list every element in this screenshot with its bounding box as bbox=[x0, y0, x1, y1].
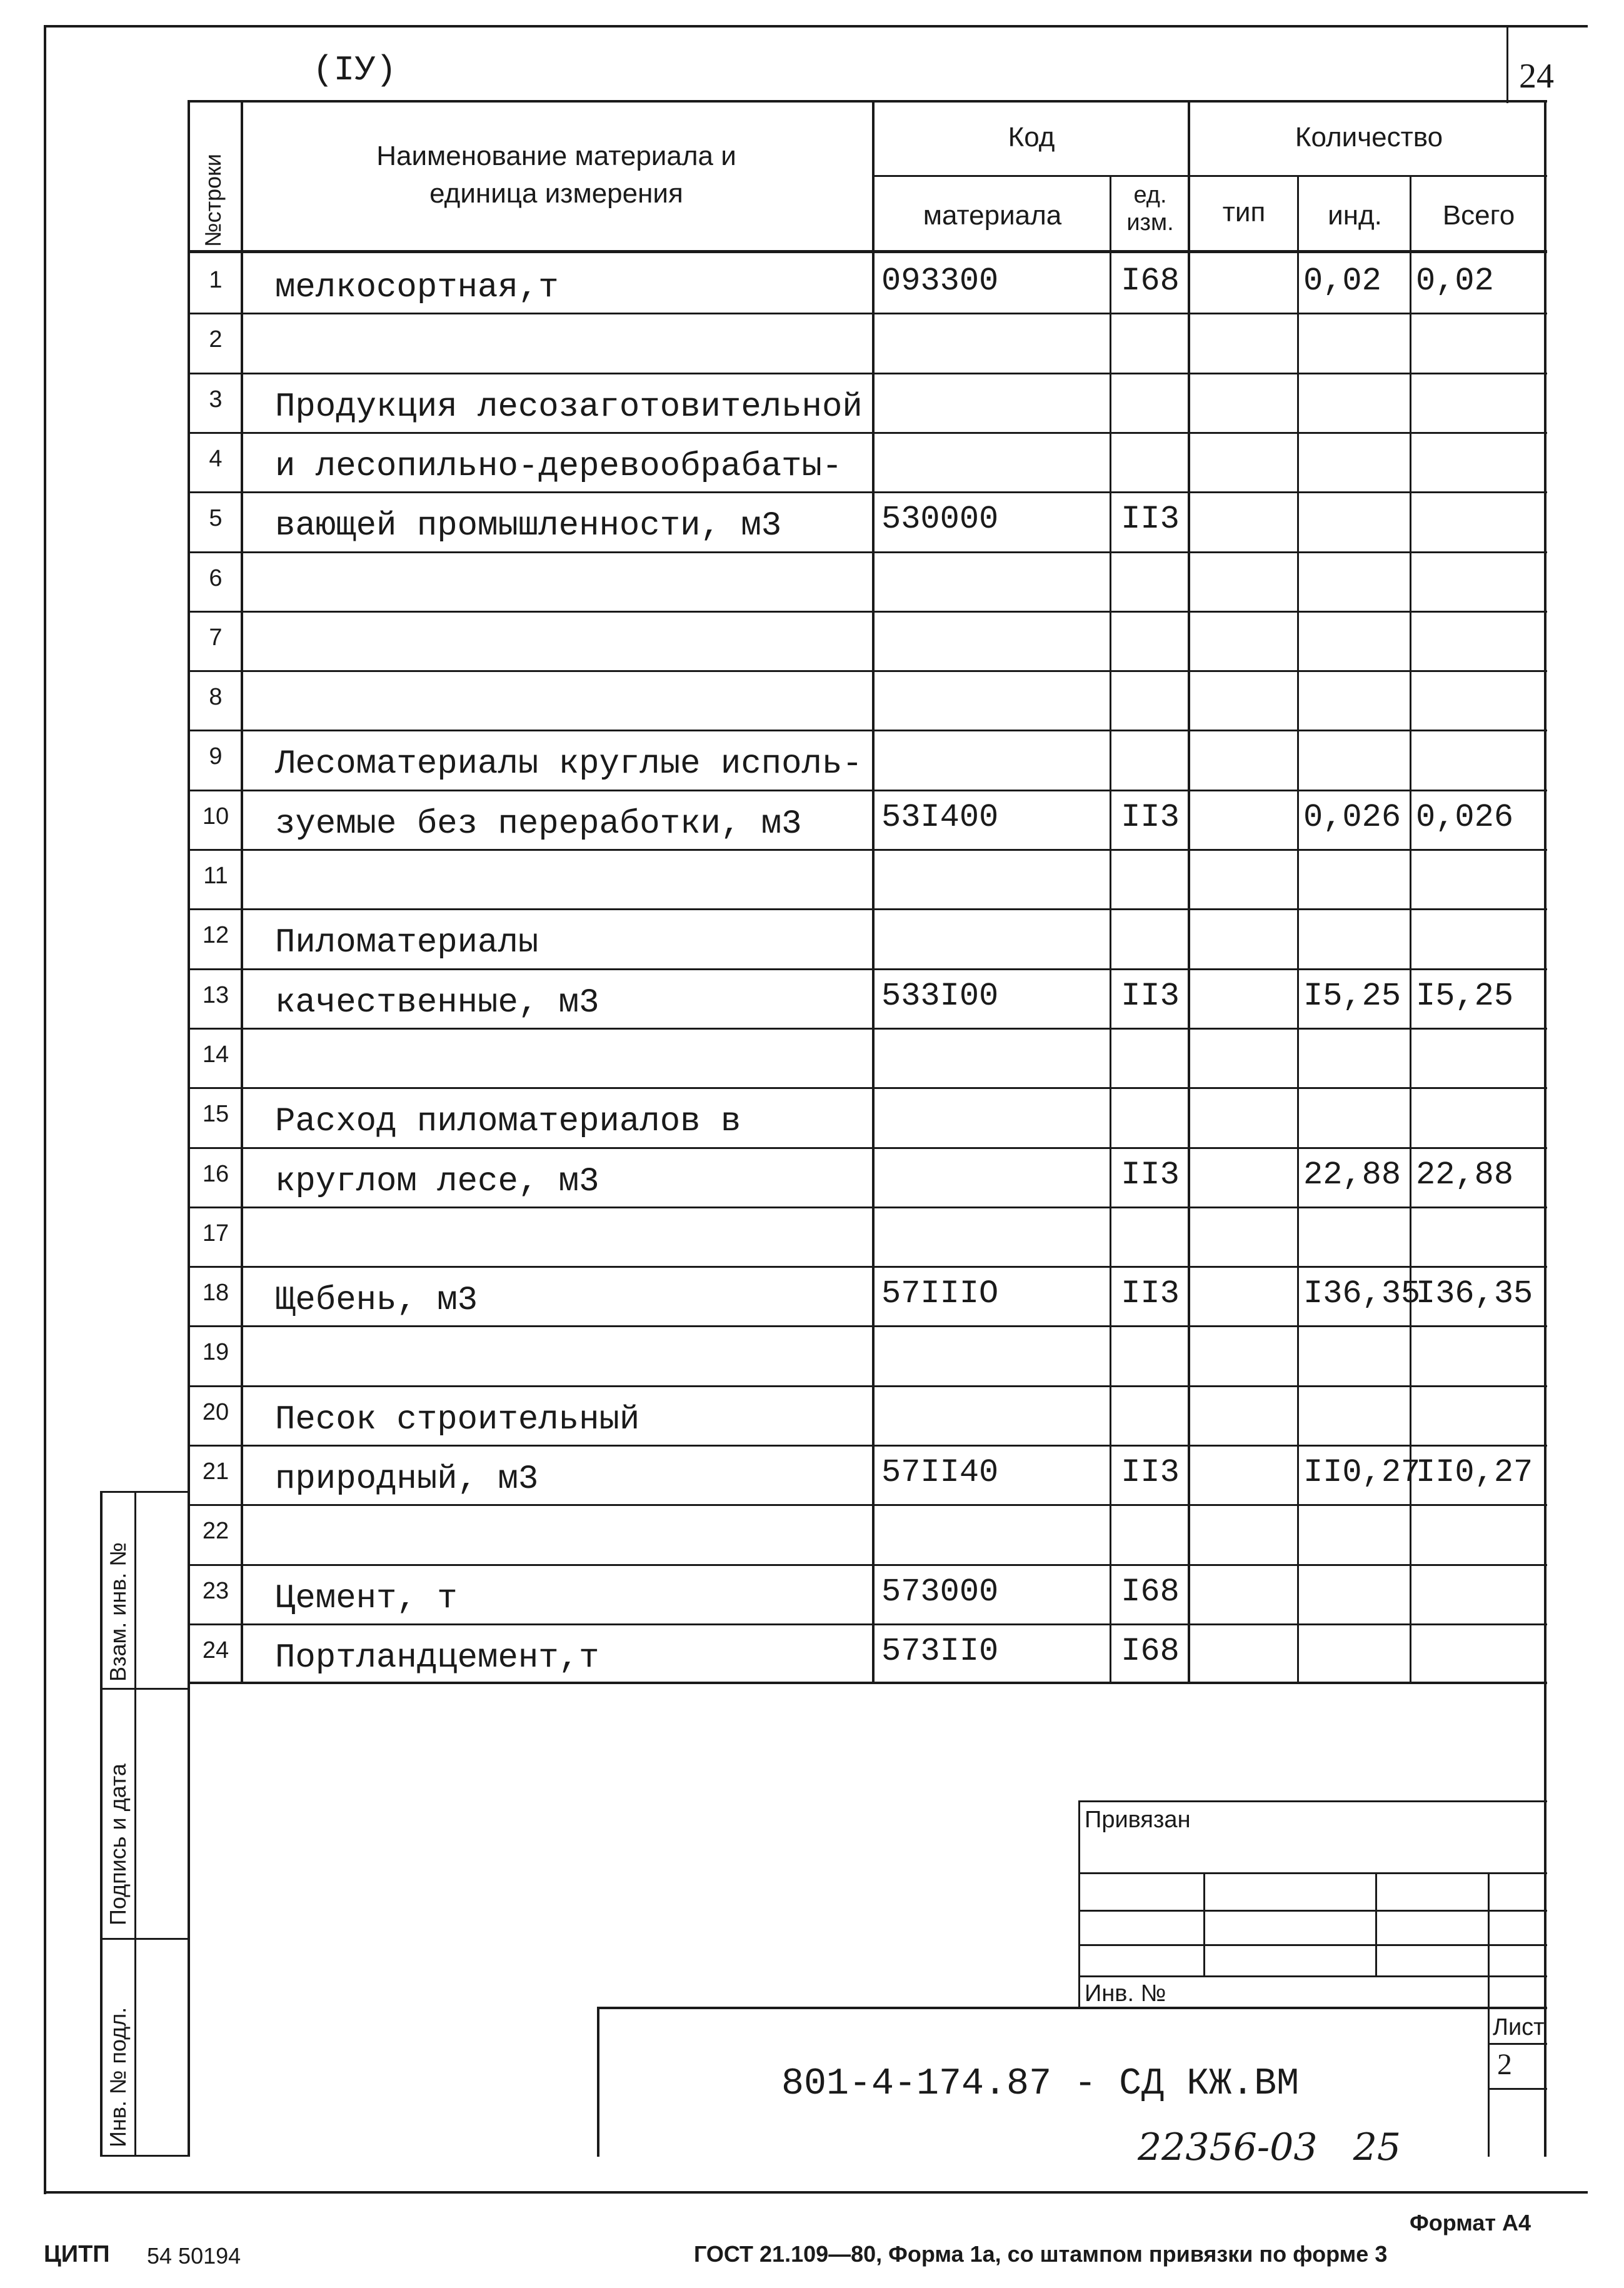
table-header-bottom bbox=[188, 250, 1547, 253]
header-code: Код bbox=[1008, 122, 1055, 153]
row-qty-ind: 0,026 bbox=[1303, 799, 1401, 836]
row-number: 3 bbox=[209, 386, 223, 413]
table-row-line bbox=[188, 1325, 1547, 1327]
side-zam-inv: Взам. инв. № bbox=[105, 1542, 131, 1682]
stamp-h3 bbox=[1078, 1944, 1547, 1946]
row-qty-total: 0,02 bbox=[1416, 263, 1494, 299]
row-name: Песок строительный bbox=[275, 1401, 640, 1439]
header-quantity: Количество bbox=[1295, 122, 1443, 153]
stamp-h4 bbox=[1078, 1975, 1547, 1977]
header-name bbox=[250, 138, 863, 213]
row-qty-total: 0,026 bbox=[1416, 799, 1514, 836]
footer-org-code: 54 50194 bbox=[147, 2243, 241, 2269]
table-row-line bbox=[188, 968, 1547, 970]
row-code: 57IIIO bbox=[881, 1275, 999, 1312]
table-row-line bbox=[188, 730, 1547, 731]
table-row-line bbox=[188, 1445, 1547, 1447]
stamp-v1 bbox=[1203, 1872, 1205, 1975]
row-name: Продукция лесозаготовительной bbox=[275, 388, 863, 426]
row-name: Портландцемент,т bbox=[275, 1639, 599, 1677]
row-code: 533I00 bbox=[881, 978, 999, 1015]
stamp-privyazan: Привязан bbox=[1085, 1807, 1191, 1833]
section-label: (IУ) bbox=[313, 50, 397, 90]
row-qty-ind: I5,25 bbox=[1303, 978, 1401, 1015]
table-row-line bbox=[188, 1504, 1547, 1506]
row-unit: II3 bbox=[1121, 501, 1180, 538]
table-row-line bbox=[188, 908, 1547, 910]
table-row-line bbox=[188, 1207, 1547, 1208]
header-code-material: материала bbox=[923, 200, 1062, 231]
row-name: и лесопильно-деревообрабаты- bbox=[275, 448, 843, 486]
row-number: 7 bbox=[209, 625, 223, 651]
stamp-v2 bbox=[1375, 1872, 1377, 1975]
side-stamp-bottom bbox=[100, 2155, 188, 2157]
table-row-line bbox=[188, 1564, 1547, 1566]
title-block-sheet-v bbox=[1488, 2007, 1490, 2157]
row-number: 5 bbox=[209, 505, 223, 531]
col-line-type bbox=[1297, 175, 1299, 1682]
table-row-line bbox=[188, 491, 1547, 493]
side-stamp-div2 bbox=[100, 1688, 188, 1690]
row-number: 21 bbox=[202, 1458, 229, 1485]
frame-top bbox=[44, 25, 1588, 28]
table-row-line bbox=[188, 551, 1547, 553]
row-name: Щебень, м3 bbox=[275, 1282, 478, 1320]
title-block-left bbox=[597, 2007, 599, 2157]
row-qty-ind: 22,88 bbox=[1303, 1157, 1401, 1193]
frame-bottom bbox=[44, 2191, 1588, 2194]
row-unit: I68 bbox=[1121, 1633, 1180, 1670]
header-qty-ind: инд. bbox=[1328, 200, 1382, 231]
table-row-line bbox=[188, 1623, 1547, 1625]
footer-org: ЦИТП bbox=[44, 2241, 110, 2267]
row-name: Пиломатериалы bbox=[275, 924, 539, 962]
side-stamp-div3 bbox=[100, 1938, 188, 1940]
header-sub-line bbox=[872, 175, 1547, 177]
table-row-line bbox=[188, 1385, 1547, 1387]
row-number: 19 bbox=[202, 1339, 229, 1365]
table-row-line bbox=[188, 1147, 1547, 1149]
row-number: 16 bbox=[202, 1161, 229, 1187]
doc-code: 801-4-174.87 - СД КЖ.ВМ bbox=[781, 2063, 1300, 2105]
row-qty-ind: I36,35 bbox=[1303, 1275, 1421, 1312]
row-unit: II3 bbox=[1121, 1157, 1180, 1193]
table-row-line bbox=[188, 1028, 1547, 1030]
table-row-line bbox=[188, 670, 1547, 672]
side-inv-podl: Инв. № подл. bbox=[105, 2007, 131, 2147]
row-number: 20 bbox=[202, 1399, 229, 1425]
format-label: Формат А4 bbox=[1410, 2210, 1531, 2235]
table-row-line bbox=[188, 790, 1547, 791]
row-number: 4 bbox=[209, 446, 223, 472]
handwritten-ref: 22356-03 25 bbox=[1138, 2125, 1401, 2169]
table-body-bottom bbox=[188, 1682, 1547, 1684]
row-code: 573000 bbox=[881, 1573, 999, 1610]
row-name: зуемые без переработки, м3 bbox=[275, 805, 802, 843]
row-name: круглом лесе, м3 bbox=[275, 1163, 599, 1201]
row-name: качественные, м3 bbox=[275, 984, 599, 1022]
col-line-code bbox=[1110, 175, 1111, 1682]
stamp-h1 bbox=[1078, 1872, 1547, 1874]
row-number: 2 bbox=[209, 326, 223, 353]
table-row-line bbox=[188, 611, 1547, 613]
row-number: 1 bbox=[209, 267, 223, 293]
sheet-label: Лист bbox=[1493, 2014, 1545, 2040]
row-name: Цемент, т bbox=[275, 1580, 458, 1618]
row-qty-total: 22,88 bbox=[1416, 1157, 1514, 1193]
row-number: 13 bbox=[202, 982, 229, 1008]
header-qty-type: тип bbox=[1222, 197, 1266, 228]
page-number-box-left bbox=[1506, 25, 1508, 103]
row-unit: I68 bbox=[1121, 263, 1180, 299]
row-code: 530000 bbox=[881, 501, 999, 538]
table-row-line bbox=[188, 432, 1547, 434]
frame-right bbox=[1544, 100, 1546, 2157]
row-unit: II3 bbox=[1121, 978, 1180, 1015]
row-qty-ind: 0,02 bbox=[1303, 263, 1381, 299]
row-number: 14 bbox=[202, 1041, 229, 1068]
header-qty-total: Всего bbox=[1442, 200, 1515, 231]
stamp-inv-no: Инв. № bbox=[1085, 1980, 1166, 2007]
header-name-text: Наименование материала и единица измерения bbox=[376, 141, 736, 209]
sheet-number: 2 bbox=[1497, 2048, 1512, 2081]
row-unit: II3 bbox=[1121, 1275, 1180, 1312]
row-name: Лесоматериалы круглые исполь- bbox=[275, 745, 863, 783]
footer-gost: ГОСТ 21.109—80, Форма 1а, со штампом привязки по форме 3 bbox=[694, 2241, 1388, 2267]
side-stamp-div1 bbox=[100, 1491, 188, 1493]
row-number: 6 bbox=[209, 565, 223, 591]
side-sign-date: Подпись и дата bbox=[105, 1764, 131, 1925]
row-qty-total: II0,27 bbox=[1416, 1454, 1533, 1491]
side-stamp-left bbox=[100, 1491, 103, 2157]
table-row-line bbox=[188, 1087, 1547, 1089]
row-code: 57II40 bbox=[881, 1454, 999, 1491]
row-number: 18 bbox=[202, 1280, 229, 1306]
row-qty-total: I5,25 bbox=[1416, 978, 1514, 1015]
row-unit: II3 bbox=[1121, 1454, 1180, 1491]
row-number: 9 bbox=[209, 743, 223, 770]
stamp-v3 bbox=[1488, 1872, 1490, 2007]
header-code-unit: ед. изм. bbox=[1126, 182, 1174, 236]
row-number: 10 bbox=[202, 803, 229, 830]
row-number: 23 bbox=[202, 1578, 229, 1604]
table-row-line bbox=[188, 373, 1547, 374]
row-name: вающей промышленности, м3 bbox=[275, 507, 782, 545]
title-block-sheet-h bbox=[1488, 2043, 1547, 2045]
row-number: 11 bbox=[203, 863, 228, 889]
header-row-no: №строки bbox=[200, 153, 226, 247]
row-number: 22 bbox=[202, 1518, 229, 1544]
side-stamp-mid bbox=[134, 1491, 136, 2157]
row-code: 093300 bbox=[881, 263, 999, 299]
row-number: 8 bbox=[209, 684, 223, 710]
row-qty-ind: II0,27 bbox=[1303, 1454, 1421, 1491]
row-unit: I68 bbox=[1121, 1573, 1180, 1610]
row-qty-total: I36,35 bbox=[1416, 1275, 1533, 1312]
row-name: природный, м3 bbox=[275, 1460, 539, 1498]
table-left bbox=[188, 100, 190, 2157]
table-top bbox=[188, 100, 1547, 103]
row-name: Расход пиломатериалов в bbox=[275, 1103, 741, 1141]
title-block-top bbox=[597, 2007, 1547, 2009]
row-unit: II3 bbox=[1121, 799, 1180, 836]
row-code: 573II0 bbox=[881, 1633, 999, 1670]
row-number: 12 bbox=[202, 922, 229, 948]
row-code: 53I400 bbox=[881, 799, 999, 836]
row-number: 15 bbox=[202, 1101, 229, 1127]
row-number: 17 bbox=[202, 1220, 229, 1247]
title-block-sheet-h2 bbox=[1488, 2088, 1547, 2090]
frame-left bbox=[44, 25, 46, 2194]
row-number: 24 bbox=[202, 1637, 229, 1663]
table-row-line bbox=[188, 313, 1547, 314]
stamp-top bbox=[1078, 1800, 1547, 1802]
stamp-h2 bbox=[1078, 1910, 1547, 1912]
table-row-line bbox=[188, 849, 1547, 851]
page-number: 24 bbox=[1519, 57, 1554, 96]
table-row-line bbox=[188, 1266, 1547, 1268]
row-name: мелкосортная,т bbox=[275, 269, 559, 307]
